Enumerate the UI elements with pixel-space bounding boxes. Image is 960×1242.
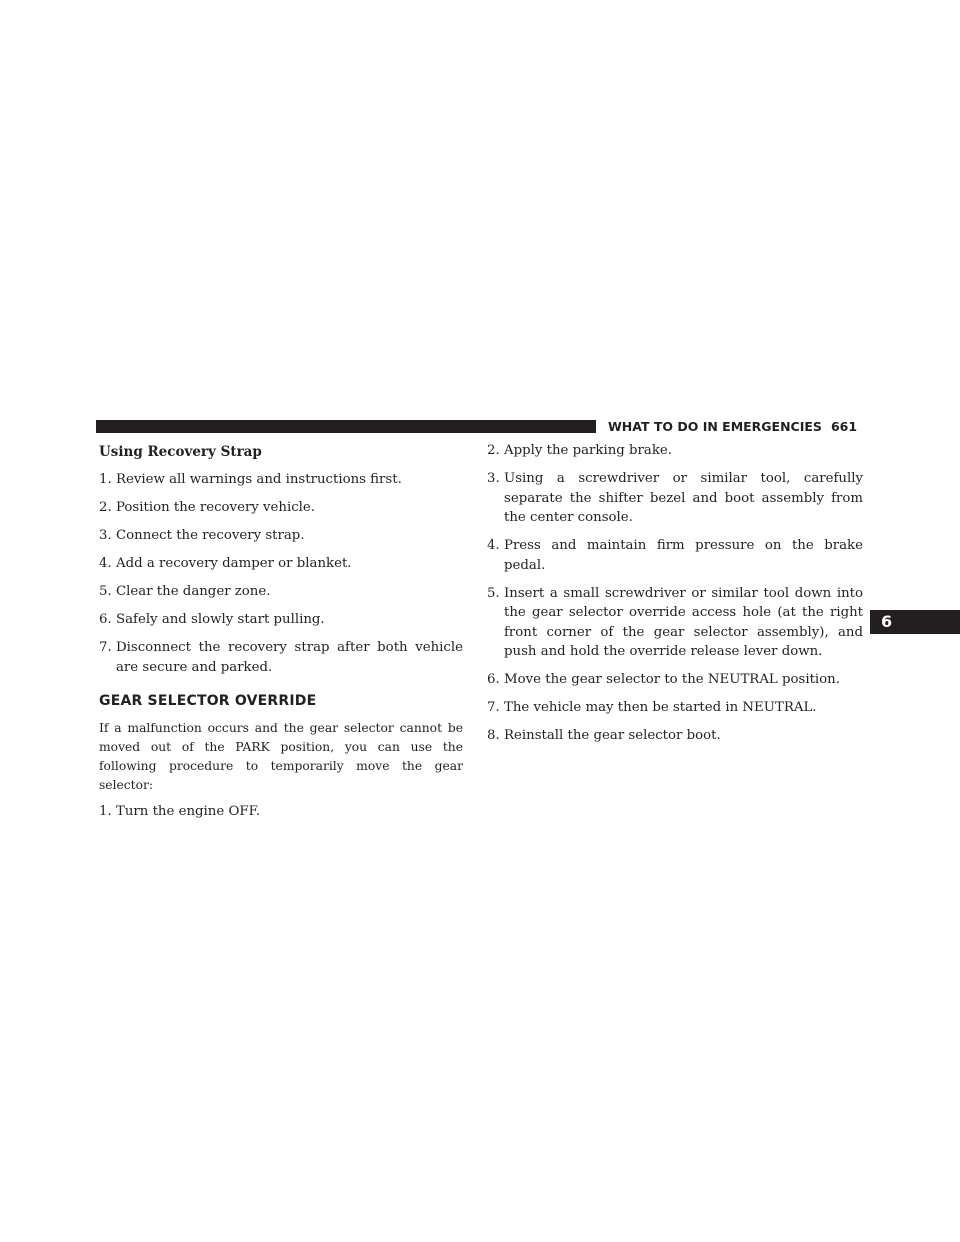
step-number: 1. [99,804,112,819]
step-text: Position the recovery vehicle. [116,500,316,515]
step-number: 4. [99,556,112,571]
list-item [99,470,463,490]
left-column [99,441,463,830]
list-item [99,638,463,677]
step-text: Press and maintain firm pressure on the brake pedal. [504,538,863,573]
step-text: Review all warnings and instructions first. [116,472,402,487]
list-item [487,584,863,662]
list-item [487,536,863,575]
step-text: The vehicle may then be started in NEUTRAL. [504,700,817,715]
running-header [608,418,863,436]
step-number: 5. [99,584,112,599]
step-number: 2. [487,443,500,458]
step-number: 4. [487,538,500,553]
step-number: 3. [487,471,500,486]
step-number: 7. [99,640,112,655]
step-text: Clear the danger zone. [116,584,271,599]
list-item [487,726,863,746]
step-number: 5. [487,585,500,601]
step-text: Add a recovery damper or blanket. [116,556,352,571]
override-steps-left [99,802,463,822]
list-item [99,610,463,630]
step-number: 6. [99,612,112,627]
step-number: 3. [99,528,112,543]
step-text: Turn the engine OFF. [116,804,260,819]
step-number: 2. [99,500,112,515]
right-column [487,441,863,754]
list-item [487,441,863,461]
step-text: Using a screwdriver or similar tool, carefully separate the shifter bezel and boot assembly from the center console. [504,471,863,525]
step-text: Connect the recovery strap. [116,528,305,543]
list-item [487,469,863,528]
override-steps-right [487,441,863,746]
list-item [99,582,463,602]
section-title: WHAT TO DO IN EMERGENCIES [608,419,822,434]
subheading-recovery-strap: Using Recovery Strap [99,444,262,460]
chapter-tab: 6 [870,610,960,634]
step-number: 8. [487,728,500,743]
intro-paragraph: If a malfunction occurs and the gear selector cannot be moved out of the PARK position, you can use the following procedure to temporarily move the gear selector: [99,721,463,792]
step-text: Disconnect the recovery strap after both vehicle are secure and parked. [116,640,463,675]
section-heading-gear-selector-override: GEAR SELECTOR OVERRIDE [99,693,317,709]
step-text: Insert a small screwdriver or similar tool down into the gear selector override access hole (at the right front corner of the gear selector assembly), and push and hold the override release lever down. [504,585,863,659]
step-text: Apply the parking brake. [504,443,672,458]
list-item [99,498,463,518]
list-item [487,670,863,690]
recovery-strap-steps [99,470,463,677]
page-number: 661 [830,419,858,434]
list-item [99,802,463,822]
list-item [99,554,463,574]
step-text: Move the gear selector to the NEUTRAL position. [504,672,840,687]
header-rule-bar [96,420,596,433]
step-number: 7. [487,700,500,715]
list-item [99,526,463,546]
step-number: 1. [99,472,112,487]
step-number: 6. [487,672,500,687]
step-text: Safely and slowly start pulling. [116,612,325,627]
step-text: Reinstall the gear selector boot. [504,728,721,743]
list-item [487,698,863,718]
